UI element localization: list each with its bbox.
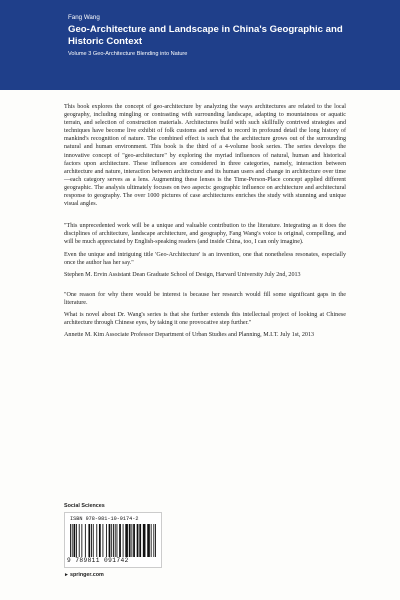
barcode-bar (151, 524, 152, 557)
isbn-barcode (64, 512, 162, 568)
review-quote-1-para-1: "This unprecedented work will be a unique and valuable contribution to the literature. Integrating as it does the disciplines of architecture, landscape architecture, and geography, Fang Wang's voice is original, compelling, and will be much appreciated by English-speaking readers (and inside China, too, I can only imagine). (64, 223, 346, 246)
barcode-bar (74, 524, 76, 557)
barcode-bar (109, 524, 111, 557)
header-band (0, 0, 400, 90)
barcode-bar (81, 524, 82, 557)
barcode-digits: 9 789811 091742 (67, 557, 129, 564)
barcode-bar (70, 524, 71, 557)
book-title: Geo-Architecture and Landscape in China's Geographic and Historic Context (68, 24, 343, 47)
barcode-bar (115, 524, 116, 557)
review-quote-2-para-2: What is novel about Dr. Wang's series is that she further extends this intellectual project of looking at Chinese architecture through Chinese eyes, by taking it one provocative step further." (64, 311, 346, 327)
cover-text (64, 103, 346, 339)
arrow-icon: ► (64, 572, 69, 578)
barcode-bar (72, 524, 73, 557)
barcode-bar (88, 524, 90, 557)
barcode-bar (76, 524, 77, 557)
review-quote-2-para-1: "One reason for why there would be interest is because her research would fill some significant gaps in the literature. (64, 291, 346, 306)
barcode-bar (137, 524, 139, 557)
barcode-bar (133, 524, 135, 557)
barcode-bar (129, 524, 131, 557)
review-quote-2-attribution: Annette M. Kim Associate Professor Department of Urban Studies and Planning, M.I.T. July 1st, 2013 (64, 332, 315, 339)
barcode-bar (125, 524, 128, 557)
review-quote-1-attribution: Stephen M. Ervin Assistant Dean Graduate School of Design, Harvard University July 2nd, 2013 (64, 271, 301, 278)
barcode-bar (113, 524, 114, 557)
author-name: Fang Wang (68, 14, 100, 21)
volume-subtitle: Volume 3 Geo-Architecture Blending into Nature (68, 51, 188, 57)
barcode-bar (119, 524, 121, 557)
barcode-bar (143, 524, 146, 557)
barcode-bar (91, 524, 92, 557)
barcode-bar (147, 524, 150, 557)
barcode-bar (102, 524, 103, 557)
barcode-bar (85, 524, 86, 557)
description-paragraph: This book explores the concept of geo-architecture by analyzing the ways architectures are related to the local geography, including mingling or contrasting with surrounding landscape, adapting to mountainous or aquatic terrain, and selection of construction materials. Architectures build with such skillfully contrived strategies and techniques have become live exhibit of folk customs and served to record in profound detail the long history of mankind's recognition of nature. The combined effect is such that the architecture grows out of the surrounding natural and human environment. This book is the third of a 4-volume book series. The series develops the innovative concept of "geo-architecture" by exploring the myriad influences of natural, human and historical factors upon architecture. These influences are considered in three categories, namely, interaction between architecture and nature, interaction between architecture and its human users and change in architecture over time—each category serves as a lens. Augmenting these lenses is the Time-Person-Place concept applied different geographic. The analysis ultimately focuses on two aspects: geographic influence on architecture and architectural response to geography. The over 1000 pictures of case architectures enriches the study with stunning and unique visual angles. (64, 104, 346, 208)
barcode-bar (131, 524, 132, 557)
isbn-label: ISBN 978-981-10-9174-2 (70, 516, 139, 522)
barcode-bar (93, 524, 94, 557)
barcode-bar (111, 524, 112, 557)
barcode-bar (155, 524, 156, 557)
publisher-url-text: springer.com (69, 572, 104, 578)
review-quote-1 (64, 222, 346, 279)
barcode-bar (99, 524, 101, 557)
publisher-url (64, 572, 104, 578)
review-quote-1-para-2: Even the unique and intriguing title 'Geo-Architecture' is an invention, one that nonetheless resonates, especially once the author has her say." (64, 251, 346, 266)
barcode-bar (123, 524, 124, 557)
subject-category: Social Sciences (64, 503, 105, 509)
barcode-bar (79, 524, 80, 557)
barcode-bars (70, 524, 156, 557)
barcode-bar (117, 524, 118, 557)
barcode-bar (96, 524, 97, 557)
barcode-bar (139, 524, 141, 557)
barcode-bar (153, 524, 154, 557)
barcode-bar (106, 524, 107, 557)
review-quote-2 (64, 291, 346, 339)
